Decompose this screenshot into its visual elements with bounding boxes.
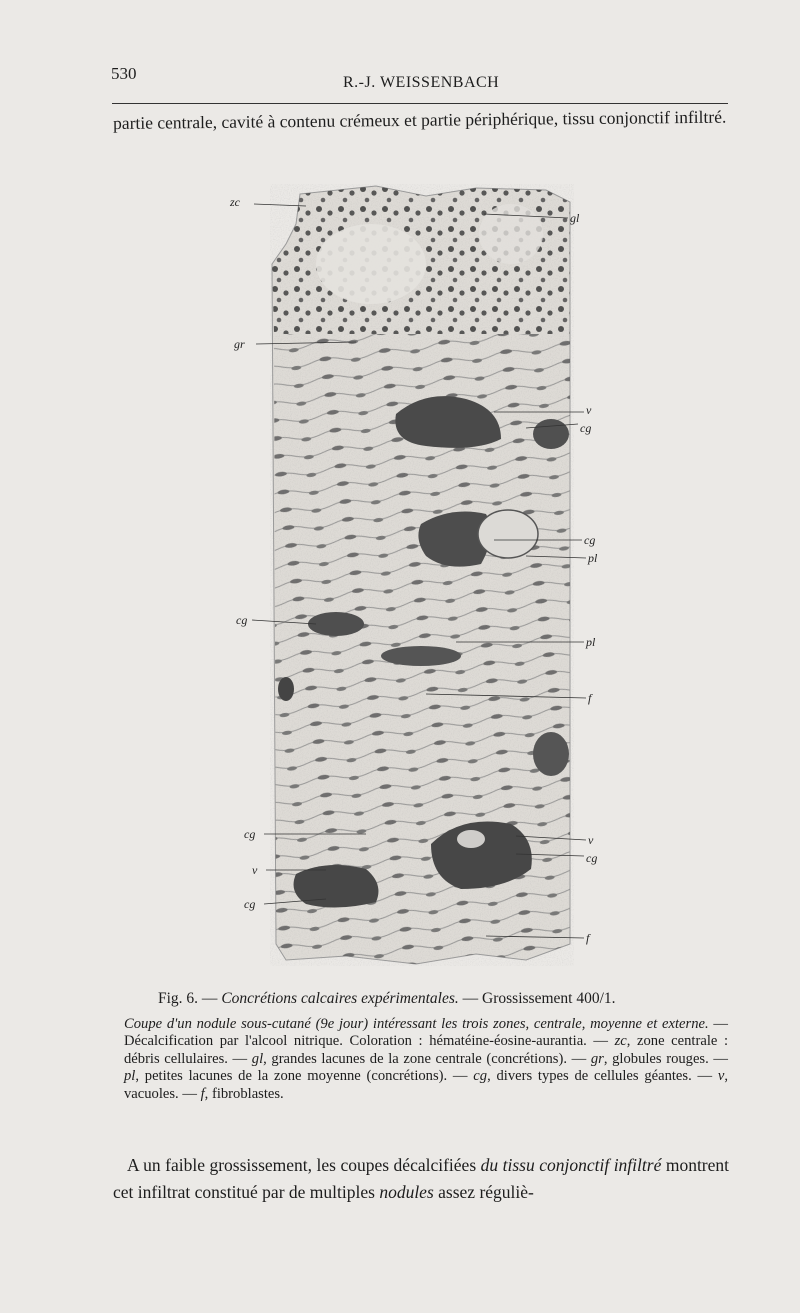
legend-gl-text: , grandes lacunes de la zone centrale (concrétions). — xyxy=(263,1050,591,1067)
label-cg-lower-right: cg xyxy=(586,851,598,865)
label-cg-top: cg xyxy=(580,421,592,435)
legend-v: v xyxy=(717,1068,725,1085)
body-p1-mid: montrent cet infiltrat constitué par de multiples xyxy=(113,1155,730,1202)
legend-part1: Coupe d'un nodule sous-cutané (9e jour) intéressant les trois zones, centrale, moyenne et externe. xyxy=(124,1016,709,1032)
body-paragraph xyxy=(113,1152,729,1206)
fig-magnification: — Grossissement 400/1. xyxy=(462,990,616,1007)
histology-figure-svg xyxy=(226,184,604,976)
label-pl-mid: pl xyxy=(588,551,598,565)
legend-cg: cg xyxy=(473,1068,488,1085)
body-p1-italic2: nodules xyxy=(379,1182,434,1202)
page-number: 530 xyxy=(111,64,137,83)
legend-f-text: , fibroblastes. xyxy=(204,1085,284,1102)
figure-legend xyxy=(124,1016,728,1103)
label-zc: zc xyxy=(230,195,240,209)
giant-cell-2 xyxy=(533,419,569,449)
label-f-mid: f xyxy=(588,691,592,705)
legend-gr: gr xyxy=(590,1050,604,1067)
header-rule xyxy=(112,103,728,104)
label-gl: gl xyxy=(570,211,580,225)
legend-zc-text: , zone centrale : débris cellulaires. — xyxy=(124,1033,729,1067)
legend-pl: pl xyxy=(124,1068,136,1085)
legend-part2: — Décalcification par l'alcool nitrique. Coloration : hématéine-éosine-aurantia. — xyxy=(124,1016,728,1050)
body-p1-start: A un faible grossissement, les coupes décalcifiées xyxy=(127,1155,481,1175)
giant-cell-4 xyxy=(308,612,364,636)
giant-cell-5 xyxy=(381,646,461,666)
label-pl-low: pl xyxy=(586,635,596,649)
label-v-top: v xyxy=(586,403,592,417)
body-p1-end: assez réguliè- xyxy=(433,1182,534,1202)
giant-cell-6 xyxy=(533,732,569,776)
label-cg-left: cg xyxy=(236,613,248,627)
fig-title: Concrétions calcaires expérimentales. xyxy=(221,990,459,1007)
label-gr: gr xyxy=(234,337,245,351)
running-head: R.-J. WEISSENBACH xyxy=(343,74,500,91)
histology-figure xyxy=(226,184,604,976)
legend-gl: gl xyxy=(251,1050,264,1067)
fig-number: Fig. 6. — xyxy=(158,990,218,1007)
legend-zc: zc xyxy=(614,1033,627,1050)
legend-f: f xyxy=(200,1085,205,1102)
label-cg-mid: cg xyxy=(584,533,596,547)
legend-cg-text: , divers types de cellules géantes. — xyxy=(487,1068,718,1085)
figure-caption-title xyxy=(158,990,698,1008)
top-paragraph: partie centrale, cavité à contenu crémeux et partie périphérique, tissu conjonctif infiltré. xyxy=(113,106,727,133)
body-p1-italic1: du tissu conjonctif infiltré xyxy=(480,1155,662,1175)
label-v-lower-left: v xyxy=(252,863,258,877)
label-cg-bottom-left: cg xyxy=(244,897,256,911)
giant-cell-8 xyxy=(294,865,379,908)
legend-pl-text: , petites lacunes de la zone moyenne (concrétions). — xyxy=(135,1068,474,1085)
legend-v-text: , vacuoles. — xyxy=(124,1068,728,1102)
label-cg-lower-left: cg xyxy=(244,827,256,841)
label-v-lower-right: v xyxy=(588,833,594,847)
legend-gr-text: , globules rouges. — xyxy=(603,1050,728,1067)
label-f-bottom: f xyxy=(586,931,590,945)
